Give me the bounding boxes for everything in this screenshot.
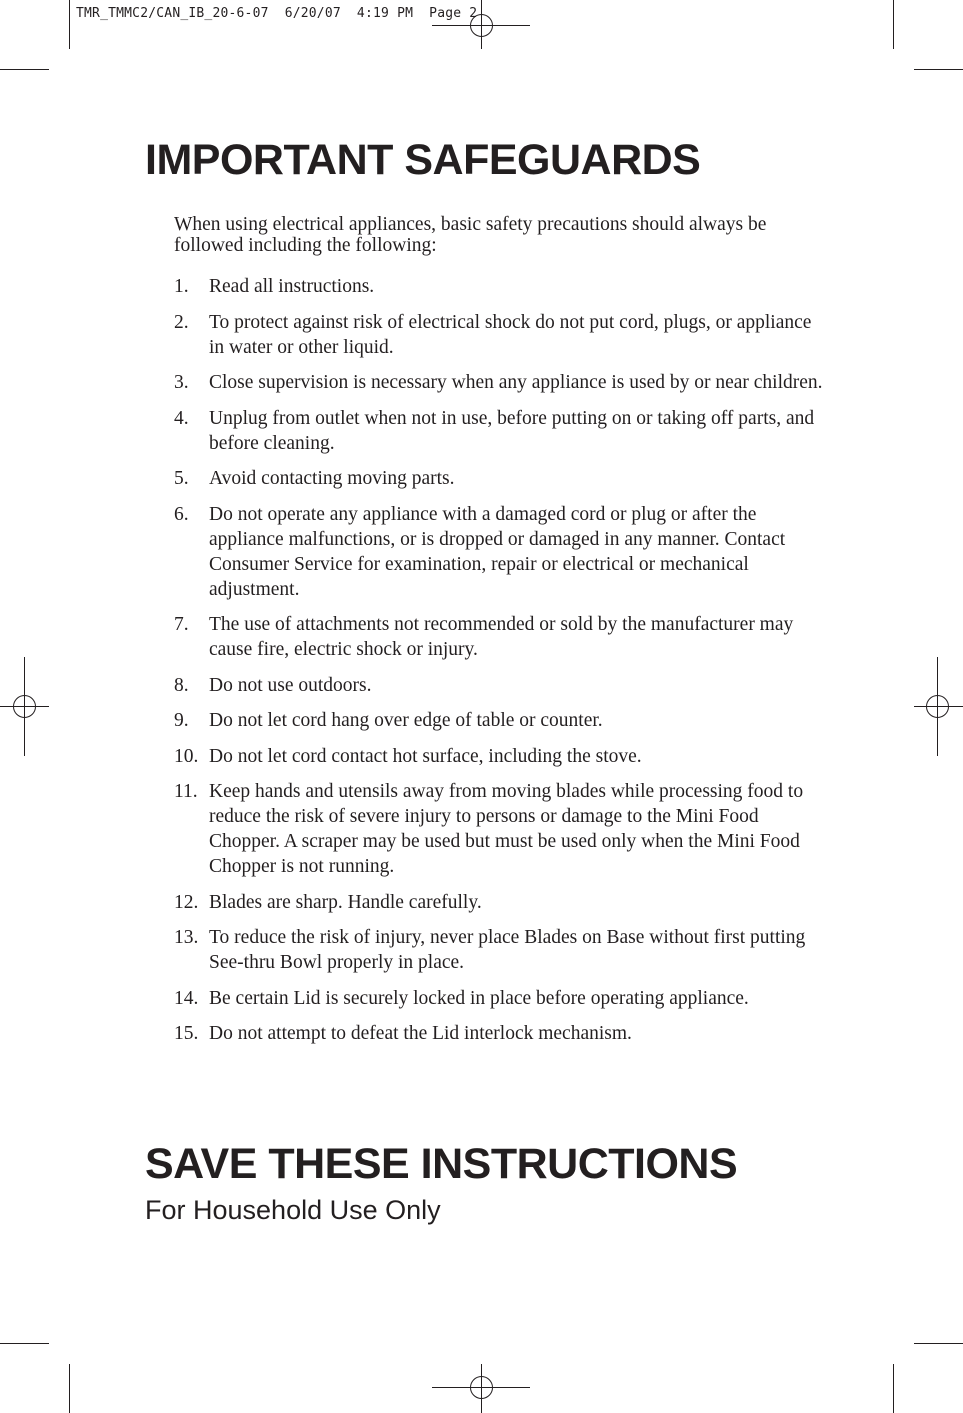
list-item: [174, 274, 824, 299]
item-number: 15.: [174, 1023, 199, 1044]
list-item: [174, 406, 824, 456]
item-text: The use of attachments not recommended or sold by the manufacturer may cause fire, electric shock or injury.: [209, 614, 794, 660]
item-number: 9.: [174, 710, 189, 731]
item-text: Blades are sharp. Handle carefully.: [209, 891, 482, 913]
list-item: [174, 502, 824, 602]
item-text: Do not operate any appliance with a damaged cord or plug or after the appliance malfunctions, or is dropped or damaged in any manner. Contact Consumer Service for examination, repair or electrical or mechanical adjustment.: [209, 503, 786, 600]
print-slug: TMR_TMMC2/CAN_IB_20-6-07 6/20/07 4:19 PM Page 2: [76, 6, 478, 21]
item-text: Read all instructions.: [209, 276, 375, 297]
item-text: Keep hands and utensils away from moving blades while processing food to reduce the risk of severe injury to persons or damage to the Mini Food Chopper. A scraper may be used but must be used only when the Mini Food Chopper is not running.: [209, 781, 804, 877]
item-number: 5.: [174, 468, 189, 489]
intro-paragraph: When using electrical appliances, basic safety precautions should always be followed including the following:: [174, 214, 767, 256]
list-item: [174, 925, 824, 975]
list-item: [174, 612, 824, 662]
item-number: 1.: [174, 276, 189, 297]
item-number: 7.: [174, 614, 189, 635]
list-item: [174, 708, 824, 733]
save-instructions-heading: SAVE THESE INSTRUCTIONS: [145, 1140, 738, 1188]
item-text: Avoid contacting moving parts.: [209, 468, 455, 489]
page-title: IMPORTANT SAFEGUARDS: [145, 136, 701, 184]
safeguards-list: [174, 274, 824, 1057]
item-number: 13.: [174, 927, 199, 948]
item-number: 2.: [174, 311, 189, 333]
item-number: 4.: [174, 407, 189, 429]
item-text: Do not let cord contact hot surface, including the stove.: [209, 745, 642, 767]
list-item: [174, 310, 824, 360]
item-text: Unplug from outlet when not in use, before putting on or taking off parts, and before cleaning.: [209, 407, 815, 454]
list-item: [174, 370, 824, 395]
item-number: 10.: [174, 745, 199, 767]
list-item: [174, 779, 824, 879]
item-text: Do not attempt to defeat the Lid interlock mechanism.: [209, 1023, 632, 1044]
item-text: Be certain Lid is securely locked in place before operating appliance.: [209, 987, 749, 1009]
item-number: 11.: [174, 781, 198, 802]
item-number: 6.: [174, 503, 189, 525]
list-item: [174, 466, 824, 491]
list-item: [174, 890, 824, 915]
item-text: To protect against risk of electrical shock do not put cord, plugs, or appliance in water or other liquid.: [209, 311, 812, 358]
item-text: Do not let cord hang over edge of table or counter.: [209, 710, 603, 731]
item-text: Close supervision is necessary when any appliance is used by or near children.: [209, 372, 823, 393]
item-number: 12.: [174, 891, 199, 913]
list-item: [174, 986, 824, 1011]
list-item: [174, 1021, 824, 1046]
list-item: [174, 673, 824, 698]
item-text: Do not use outdoors.: [209, 674, 372, 696]
household-use-subtitle: For Household Use Only: [145, 1195, 441, 1225]
item-number: 3.: [174, 372, 189, 393]
item-number: 14.: [174, 987, 199, 1009]
item-number: 8.: [174, 674, 189, 696]
list-item: [174, 744, 824, 769]
item-text: To reduce the risk of injury, never place Blades on Base without first putting See-thru Bowl properly in place.: [209, 927, 806, 973]
